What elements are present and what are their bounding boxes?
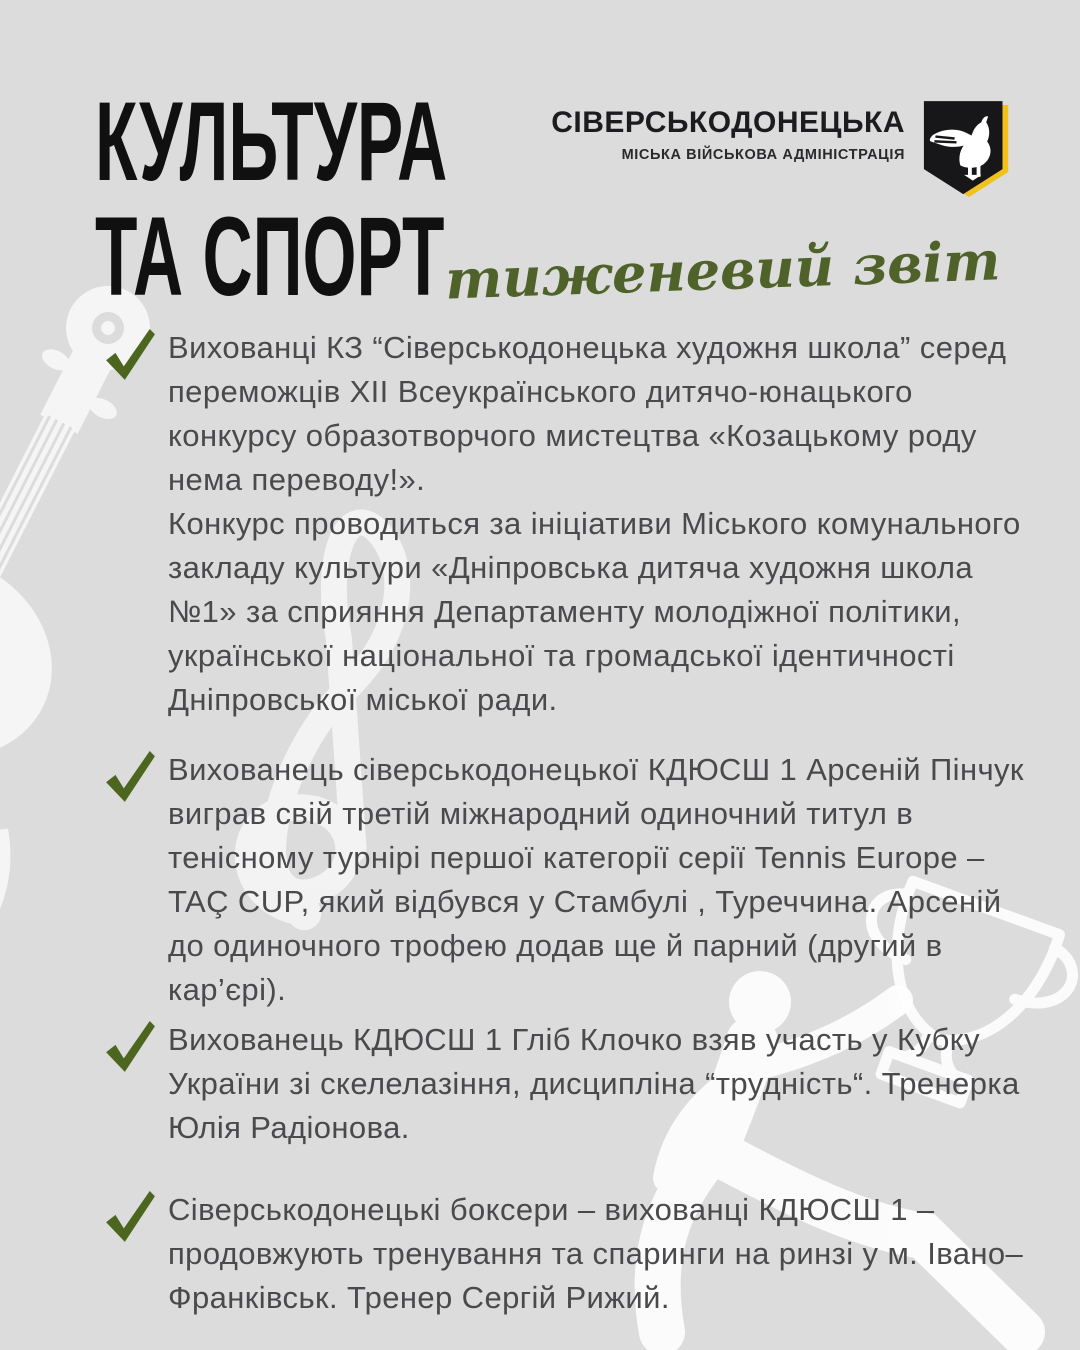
check-icon (103, 748, 157, 806)
administration-logo-text (551, 106, 905, 163)
page-title-line1: КУЛЬТУРА (95, 79, 448, 204)
bullet-text (168, 326, 1030, 722)
bullet-text: Вихованець КДЮСШ 1 Гліб Клочко взяв участь у Кубку України зі скелелазіння, дисципліна “трудність“. Тренерка Юлія Радіонова. (168, 1022, 1020, 1145)
page-title-line2: ТА СПОРТ (95, 194, 445, 320)
administration-subtitle: МІСЬКА ВІЙСЬКОВА АДМІНІСТРАЦІЯ (621, 147, 905, 163)
bullet-paragraph-1: Вихованці КЗ “Сіверськодонецька художня школа” серед переможців XII Всеукраїнського дитячо-юнацького конкурсу образотворчого мистецтва «Козацькому роду нема переводу!». (168, 330, 1007, 497)
bullet-item-boxing (103, 1188, 1033, 1320)
weekly-report-script: тиженевий звіт (443, 228, 1001, 312)
bullet-paragraph-2: Конкурс проводиться за ініціативи Міського комунального закладу культури «Дніпровська дитяча художня школа №1» за сприяння Департаменту молодіжної політики, української національної та громадської ідентичності Дніпровської міської ради. (168, 506, 1021, 717)
administration-name: СІВЕРСЬКОДОНЕЦЬКА (551, 106, 905, 139)
check-icon (103, 1018, 157, 1076)
bullet-text: Вихованець сіверськодонецької КДЮСШ 1 Арсеній Пінчук виграв свій третій міжнародний одиночний титул в тенісному турнірі першої категорії серії Tennis Europe – TAÇ CUP, який відбувся у Стамбулі , Туреччина. Арсеній до одиночного трофею додав ще й парний (другий в кар’єрі). (168, 752, 1024, 1007)
bullet-text: Сіверськодонецькі боксери – вихованці КДЮСШ 1 – продовжують тренування та спаринги на ринзі у м. Івано– Франківськ. Тренер Сергій Рижий. (168, 1192, 1024, 1315)
page-title (95, 79, 448, 320)
bullet-item-climbing (103, 1018, 1033, 1150)
check-icon (103, 1188, 157, 1246)
bullet-item-tennis (103, 748, 1033, 1012)
bullet-item-art-school (103, 326, 1033, 722)
check-icon (103, 326, 157, 384)
shield-logo-icon (922, 100, 1014, 200)
